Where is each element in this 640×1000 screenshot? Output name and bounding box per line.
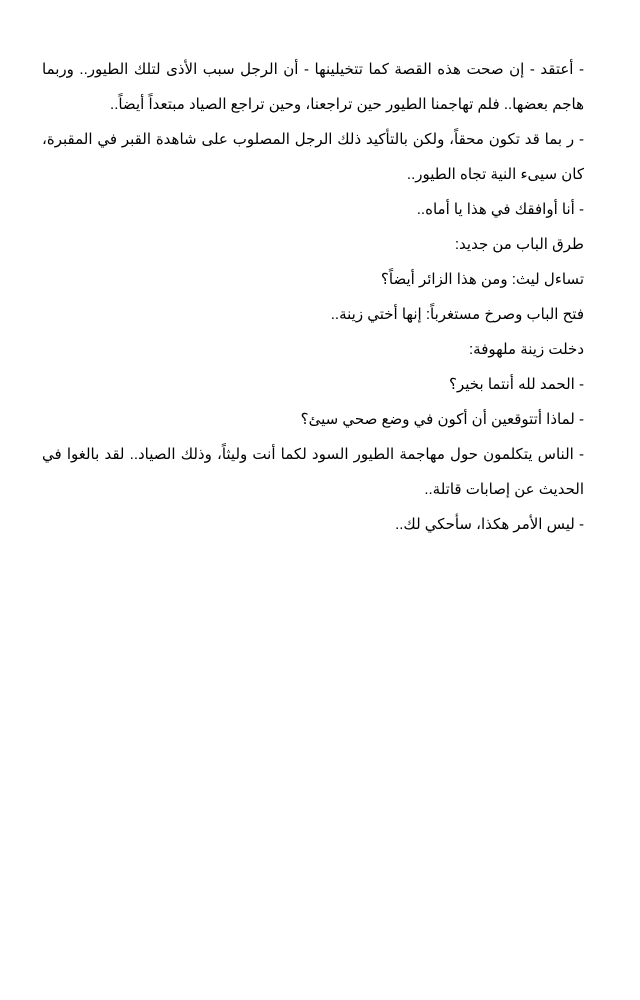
paragraph-8: - الحمد لله أنتما بخير؟	[449, 376, 584, 393]
paragraph-5: تساءل ليث: ومن هذا الزائر أيضاً؟	[380, 271, 584, 288]
paragraph-3: - أنا أوافقك في هذا يا أماه..	[416, 201, 584, 218]
paragraph-4: طرق الباب من جديد:	[454, 236, 584, 253]
paragraph-10: - الناس يتكلمون حول مهاجمة الطيور السود لكما أنت وليثاً، وذلك الصياد.. لقد بالغوا في الحديث عن إصابات قاتلة..	[42, 446, 584, 498]
paragraph-6: فتح الباب وصرخ مستغرباً: إنها أختي زينة..	[330, 306, 584, 323]
paragraph-7: دخلت زينة ملهوفة:	[468, 341, 584, 358]
story-text	[42, 52, 584, 542]
paragraph-2: - ر بما قد تكون محقاً، ولكن بالتأكيد ذلك الرجل المصلوب على شاهدة القبر في المقبرة، كان سيىء النية تجاه الطيور..	[42, 131, 584, 183]
paragraph-9: - لماذا أتتوقعين أن أكون في وضع صحي سيئ؟	[300, 411, 584, 428]
paragraph-11: - ليس الأمر هكذا، سأحكي لك..	[395, 516, 584, 533]
paragraph-1: - أعتقد - إن صحت هذه القصة كما تتخيلينها - أن الرجل سبب الأذى لتلك الطيور.. وربما هاجم بعضها.. فلم تهاجمنا الطيور حين تراجعنا، وحين تراجع الصياد مبتعداً أيضاً..	[42, 61, 584, 113]
